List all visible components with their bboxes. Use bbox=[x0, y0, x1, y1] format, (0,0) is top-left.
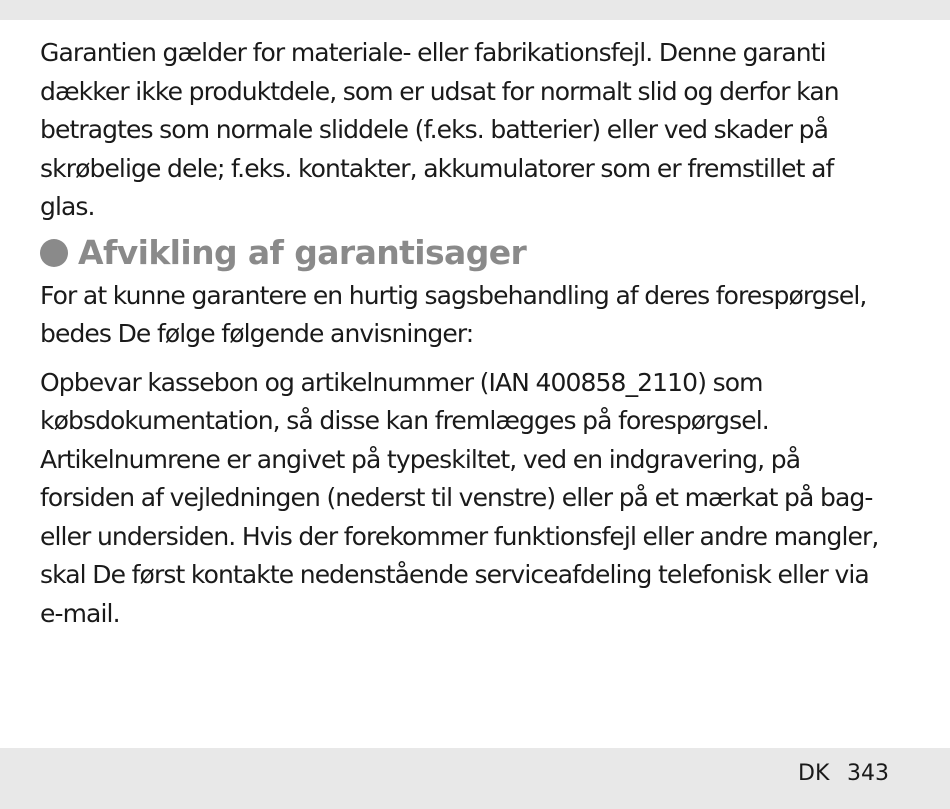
page-content bbox=[40, 34, 915, 633]
instructions-paragraph bbox=[40, 277, 915, 354]
top-margin-bar bbox=[0, 0, 950, 20]
text-line: bedes De følge følgende anvisninger: bbox=[40, 319, 474, 348]
text-line: købsdokumentation, så disse kan fremlægges på forespørgsel. bbox=[40, 406, 769, 435]
bullet-icon bbox=[40, 239, 68, 267]
text-line: skrøbelige dele; f.eks. kontakter, akkumulatorer som er fremstillet af bbox=[40, 153, 834, 183]
intro-paragraph bbox=[40, 34, 915, 227]
text-line: Opbevar kassebon og artikelnummer (IAN 400858_2110) som bbox=[40, 367, 763, 397]
text-line: Artikelnumrene er angivet på typeskiltet, ved en indgravering, på bbox=[40, 444, 801, 474]
page-number: 343 bbox=[847, 761, 889, 786]
section-heading bbox=[40, 231, 915, 275]
footer-language: DK bbox=[798, 761, 830, 786]
text-line: Garantien gælder for materiale- eller fabrikationsfejl. Denne garanti bbox=[40, 38, 826, 67]
section-title: Afvikling af garantisager bbox=[78, 232, 527, 272]
text-line: glas. bbox=[40, 192, 95, 221]
text-line: e-mail. bbox=[40, 598, 120, 628]
receipt-paragraph bbox=[40, 364, 915, 634]
text-line: eller undersiden. Hvis der forekommer funktionsfejl eller andre mangler, bbox=[40, 521, 879, 551]
text-line: For at kunne garantere en hurtig sagsbehandling af deres forespørgsel, bbox=[40, 280, 867, 310]
text-line: forsiden af vejledningen (nederst til venstre) eller på et mærkat på bag- bbox=[40, 483, 873, 512]
text-line: betragtes som normale sliddele (f.eks. batterier) eller ved skader på bbox=[40, 115, 829, 144]
text-line: dækker ikke produktdele, som er udsat for normalt slid og derfor kan bbox=[40, 76, 839, 106]
text-line: skal De først kontakte nedenstående serviceafdeling telefonisk eller via bbox=[40, 560, 869, 589]
